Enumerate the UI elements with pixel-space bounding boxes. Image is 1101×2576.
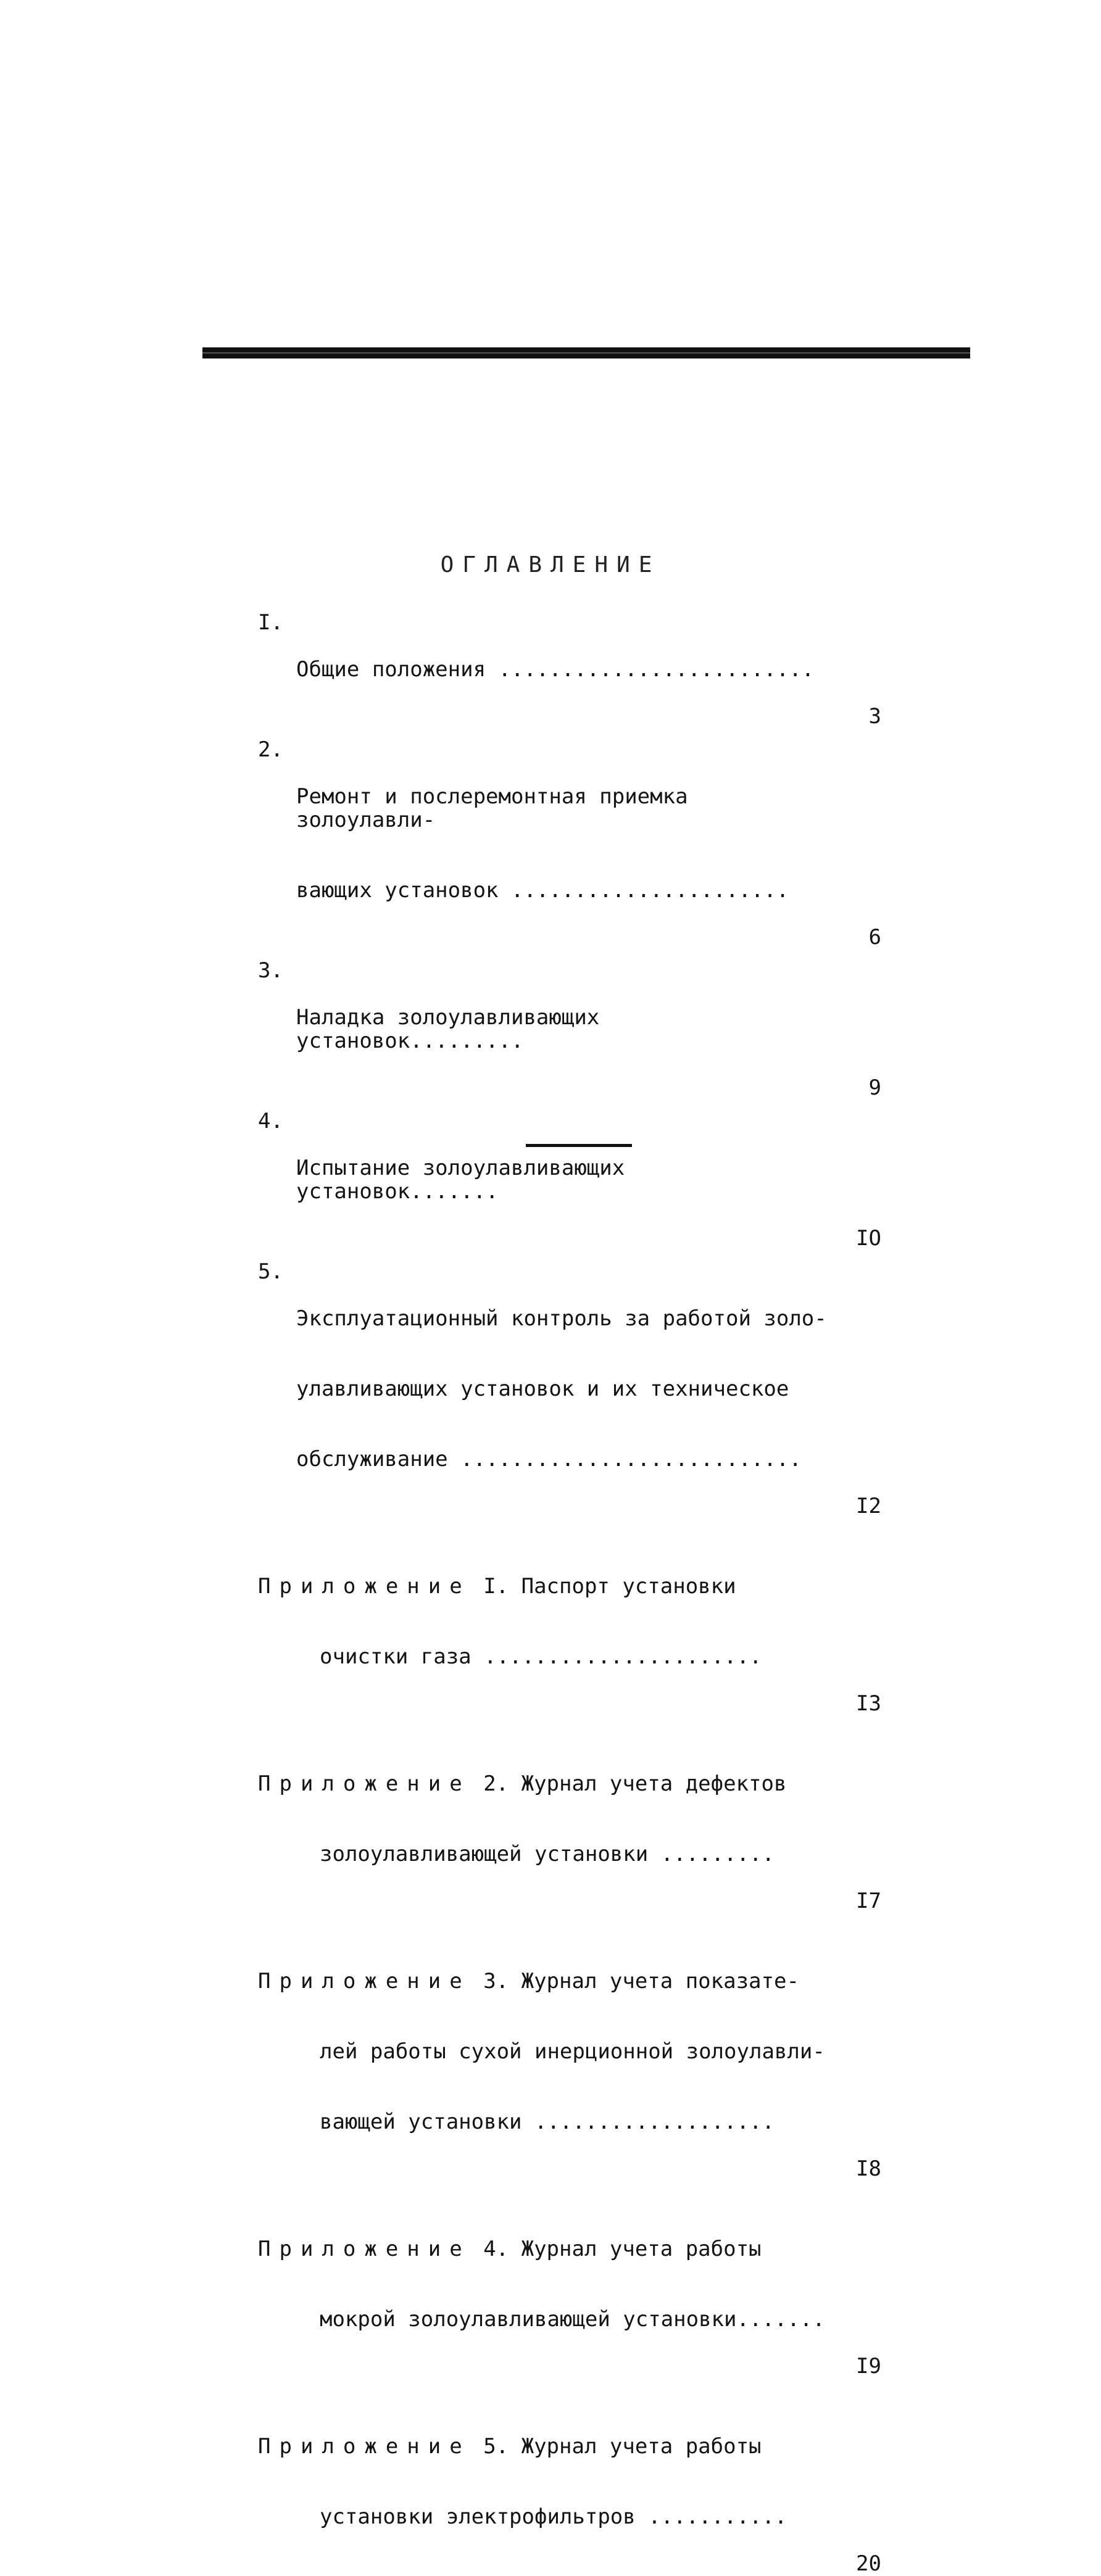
toc-entry-text: Испытание золоулавливающих установок....... bbox=[296, 1156, 638, 1204]
toc-entry-text: Эксплуатационный контроль за работой золо- улавливающих установок и их техническое обслуживание ........................... bbox=[296, 1306, 827, 1472]
toc-entry-text: Приложение 3. Журнал учета показате- лей работы сухой инерционной золоулавли- вающей установки ................... bbox=[258, 1969, 825, 2134]
toc-entry bbox=[258, 1109, 881, 1250]
toc-entry bbox=[258, 738, 881, 949]
toc-entry bbox=[258, 959, 881, 1100]
toc-appendix-entry bbox=[258, 2388, 881, 2575]
toc-page-number: I2 bbox=[856, 1494, 881, 1518]
toc-appendix-entry bbox=[258, 1725, 881, 1913]
toc-appendix-entry bbox=[258, 1528, 881, 1715]
bottom-separator-rule bbox=[526, 1144, 632, 1147]
appendix-word: Приложение bbox=[258, 1574, 471, 1599]
toc-entry bbox=[258, 1260, 881, 1518]
toc-page-number: I3 bbox=[856, 1691, 881, 1716]
page-title: ОГЛАВЛЕНИЕ bbox=[440, 552, 661, 578]
toc-page-number: I9 bbox=[856, 2354, 881, 2379]
appendix-word: Приложение bbox=[258, 1771, 471, 1796]
toc-page-number: IO bbox=[856, 1226, 881, 1251]
table-of-contents bbox=[258, 611, 881, 2575]
toc-appendix-entry bbox=[258, 1923, 881, 2180]
top-separator-rule bbox=[202, 347, 970, 358]
toc-entry-text: Приложение 5. Журнал учета работы установки электрофильтров ........... bbox=[258, 2434, 787, 2529]
appendix-word: Приложение bbox=[258, 1969, 471, 1994]
toc-page-number: I8 bbox=[856, 2156, 881, 2181]
appendix-word: Приложение bbox=[258, 2434, 471, 2459]
toc-entry-text: Приложение 4. Журнал учета работы мокрой золоулавливающей установки....... bbox=[258, 2237, 825, 2332]
toc-entry-number: 5. bbox=[258, 1259, 283, 1284]
toc-entry-number: 2. bbox=[258, 737, 283, 762]
toc-entry-text: Общие положения ......................... bbox=[296, 657, 815, 682]
toc-entry-text: Ремонт и послеремонтная приемка золоулавли- вающих установок ...................... bbox=[296, 784, 789, 903]
toc-entry-text: Приложение I. Паспорт установки очистки газа ...................... bbox=[258, 1574, 762, 1669]
toc-page-number: 9 bbox=[868, 1075, 881, 1100]
toc-page-number: 3 bbox=[868, 704, 881, 729]
toc-appendix-entry bbox=[258, 2190, 881, 2378]
toc-entry-number: I. bbox=[258, 610, 283, 635]
toc-page-number: 20 bbox=[856, 2551, 881, 2576]
toc-entry-number: 3. bbox=[258, 958, 283, 983]
toc-entry-text: Приложение 2. Журнал учета дефектов золоулавливающей установки ......... bbox=[258, 1771, 787, 1866]
toc-page-number: I7 bbox=[856, 1889, 881, 1913]
toc-entry-number: 4. bbox=[258, 1109, 283, 1133]
appendix-word: Приложение bbox=[258, 2237, 471, 2261]
toc-entry-text: Наладка золоулавливающих установок......... bbox=[296, 1005, 612, 1053]
toc-entry bbox=[258, 611, 881, 728]
toc-page-number: 6 bbox=[868, 925, 881, 950]
